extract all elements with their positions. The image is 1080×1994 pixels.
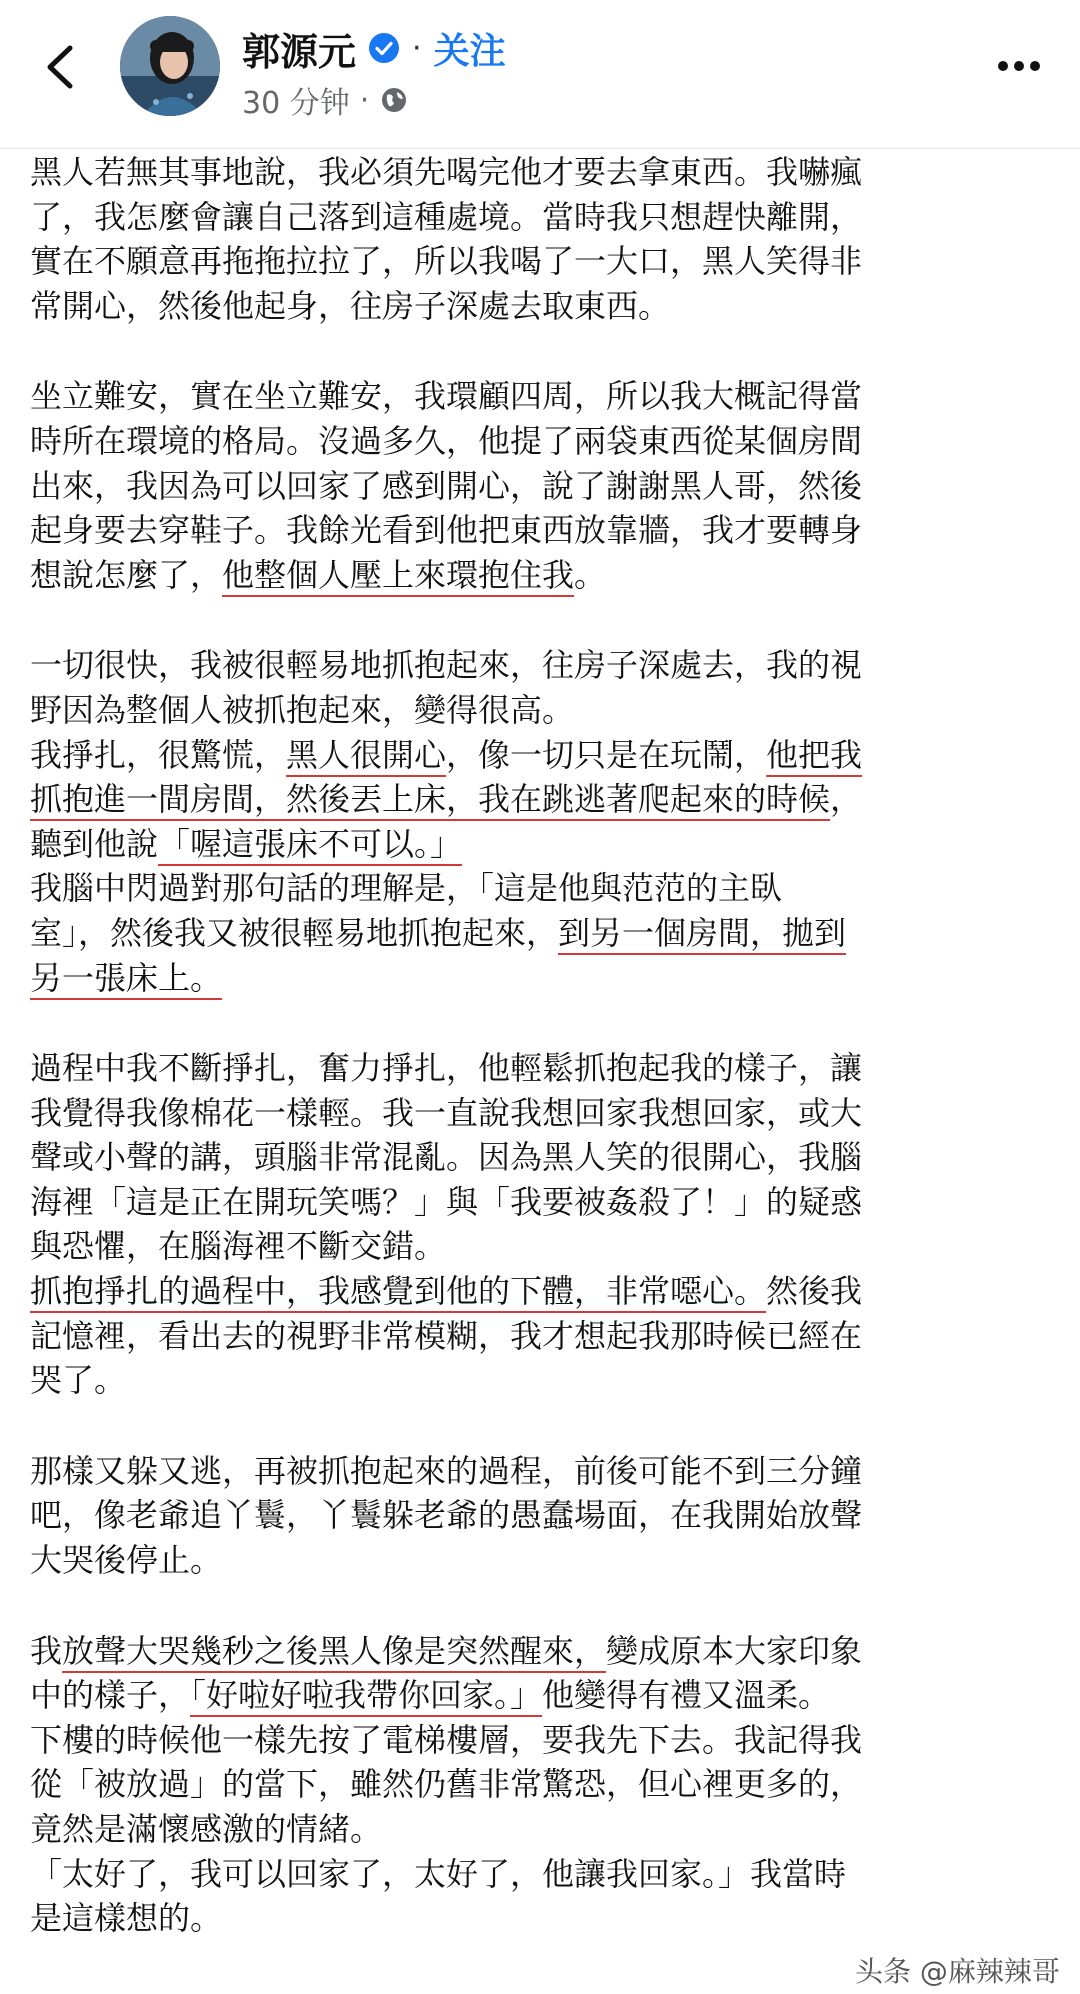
post-paragraph (30, 1629, 1060, 1941)
text-line (30, 464, 1060, 509)
text-segment: 坐立難安，實在坐立難安，我環顧四周，所以我大概記得當 (30, 377, 863, 416)
post-paragraph (30, 150, 1060, 328)
text-segment: 聲或小聲的講，頭腦非常混亂。因為黑人笑的很開心，我腦 (30, 1138, 863, 1177)
text-segment: 野因為整個人被抓抱起來，變得很高。 (30, 690, 575, 729)
post-paragraph (30, 643, 1060, 1000)
text-line (30, 1896, 1060, 1941)
text-line (30, 150, 1060, 195)
text-line (30, 1852, 1060, 1897)
text-segment: 聽到他說 (30, 824, 159, 863)
text-line (30, 1269, 1060, 1314)
text-segment: 「太好了，我可以回家了，太好了，他讓我回家。」我當時 (30, 1854, 847, 1893)
watermark: 头条 @麻辣辣哥 (855, 1950, 1060, 1990)
author-name[interactable]: 郭源元 (242, 29, 357, 74)
text-segment: 大哭後停止。 (30, 1541, 223, 1580)
text-segment: 常開心，然後他起身，往房子深處去取東西。 (30, 286, 671, 325)
underlined-text: 「喔這張床不可以。」 (158, 824, 463, 863)
post-body (30, 150, 1060, 1987)
text-segment: ，像一切只是在玩鬧， (446, 735, 767, 774)
text-line (30, 1493, 1060, 1538)
text-line (30, 239, 1060, 284)
text-segment: 是這樣想的。 (30, 1899, 223, 1938)
text-segment: 室」，然後我又被很輕易地抓抱起來， (30, 913, 559, 952)
text-line (30, 1538, 1060, 1583)
post-paragraph (30, 1449, 1060, 1583)
text-line (30, 1673, 1060, 1718)
text-line (30, 284, 1060, 329)
author-row (242, 22, 506, 74)
text-segment: 與恐懼，在腦海裡不斷交錯。 (30, 1227, 447, 1266)
underlined-text: 他整個人壓上來環抱住我 (222, 555, 575, 594)
text-segment: 他變得有禮又溫柔。 (542, 1676, 831, 1715)
text-line (30, 1314, 1060, 1359)
post-meta (242, 78, 409, 122)
underlined-text: 抓抱進一間房間，然後丟上床，我在跳逃著爬起來的時候 (30, 780, 831, 819)
text-line (30, 777, 1060, 822)
text-segment: ， (830, 780, 863, 819)
text-segment: 記憶裡，看出去的視野非常模糊，我才想起我那時候已經在 (30, 1316, 863, 1355)
text-segment: 中的樣子， (30, 1676, 191, 1715)
underlined-text: 他把我 (766, 735, 863, 774)
text-line (30, 1135, 1060, 1180)
text-line (30, 195, 1060, 240)
text-segment: 海裡「這是正在開玩笑嗎？」與「我要被姦殺了！」的疑惑 (30, 1182, 863, 1221)
text-line (30, 1046, 1060, 1091)
text-segment: 過程中我不斷掙扎，奮力掙扎，他輕鬆抓抱起我的樣子，讓 (30, 1049, 863, 1088)
text-segment: 起身要去穿鞋子。我餘光看到他把東西放靠牆，我才要轉身 (30, 511, 863, 550)
text-segment: 我 (30, 1631, 63, 1670)
underlined-text: 抓抱掙扎的過程中，我感覺到他的下體，非常噁心。 (30, 1272, 767, 1311)
text-line (30, 508, 1060, 553)
follow-button[interactable]: 关注 (433, 30, 506, 72)
text-line (30, 1358, 1060, 1403)
text-segment: 黑人若無其事地說，我必須先喝完他才要去拿東西。我嚇瘋 (30, 153, 863, 191)
back-arrow-icon[interactable] (40, 42, 80, 92)
text-line (30, 1449, 1060, 1494)
name-separator: · (412, 30, 422, 66)
underlined-text: 放聲大哭幾秒之後黑人像是突然醒來， (62, 1631, 607, 1670)
post-time[interactable]: 30 分钟 (242, 86, 350, 121)
text-line (30, 419, 1060, 464)
meta-separator: · (359, 82, 370, 118)
text-line (30, 1180, 1060, 1225)
text-segment: 哭了。 (30, 1361, 127, 1400)
underlined-text: 另一張床上。 (30, 958, 223, 997)
underlined-text: 到另一個房間，拋到 (558, 913, 847, 952)
globe-icon (379, 85, 409, 115)
text-line (30, 1224, 1060, 1269)
text-segment: 變成原本大家印象 (606, 1631, 863, 1670)
text-line (30, 822, 1060, 867)
text-line (30, 733, 1060, 778)
text-segment: 我覺得我像棉花一樣輕。我一直說我想回家我想回家，或大 (30, 1093, 863, 1132)
text-segment: 竟然是滿懷感激的情緒。 (30, 1810, 383, 1848)
text-line (30, 1091, 1060, 1136)
underlined-text: 黑人很開心 (286, 735, 447, 774)
text-line (30, 1629, 1060, 1674)
text-segment: 我腦中閃過對那句話的理解是，「這是他與范范的主臥 (30, 869, 783, 908)
text-line (30, 956, 1060, 1001)
text-line (30, 1762, 1060, 1807)
avatar[interactable] (120, 16, 220, 116)
text-segment: 從「被放過」的當下，雖然仍舊非常驚恐，但心裡更多的， (30, 1765, 863, 1804)
text-line (30, 553, 1060, 598)
text-segment: 那樣又躲又逃，再被抓抱起來的過程，前後可能不到三分鐘 (30, 1451, 863, 1490)
post-paragraph (30, 1046, 1060, 1403)
text-segment: 然後我 (766, 1272, 863, 1311)
text-segment: 下樓的時候他一樣先按了電梯樓層，要我先下去。我記得我 (30, 1720, 863, 1759)
text-segment: 了，我怎麼會讓自己落到這種處境。當時我只想趕快離開， (30, 197, 863, 236)
text-segment: 出來，我因為可以回家了感到開心，說了謝謝黑人哥，然後 (30, 466, 863, 505)
text-line (30, 374, 1060, 419)
more-dots-icon[interactable] (995, 56, 1043, 76)
text-line (30, 911, 1060, 956)
text-segment: 吧，像老爺追丫鬟，丫鬟躲老爺的愚蠢場面，在我開始放聲 (30, 1496, 863, 1535)
text-line (30, 866, 1060, 911)
text-segment: 想說怎麼了， (30, 555, 223, 594)
post-paragraph (30, 374, 1060, 597)
text-segment: 時所在環境的格局。沒過多久，他提了兩袋東西從某個房間 (30, 421, 863, 460)
text-segment: 。 (574, 555, 607, 594)
text-segment: 一切很快，我被很輕易地抓抱起來，往房子深處去，我的視 (30, 646, 863, 685)
underlined-text: 「好啦好啦我帶你回家。」 (190, 1676, 543, 1715)
text-segment: 實在不願意再拖拖拉拉了，所以我喝了一大口，黑人笑得非 (30, 242, 863, 281)
text-line (30, 643, 1060, 688)
text-line (30, 688, 1060, 733)
text-segment: 我掙扎，很驚慌， (30, 735, 287, 774)
post-header (0, 0, 1080, 149)
text-line (30, 1807, 1060, 1852)
verified-badge-icon (368, 32, 400, 64)
text-line (30, 1718, 1060, 1763)
